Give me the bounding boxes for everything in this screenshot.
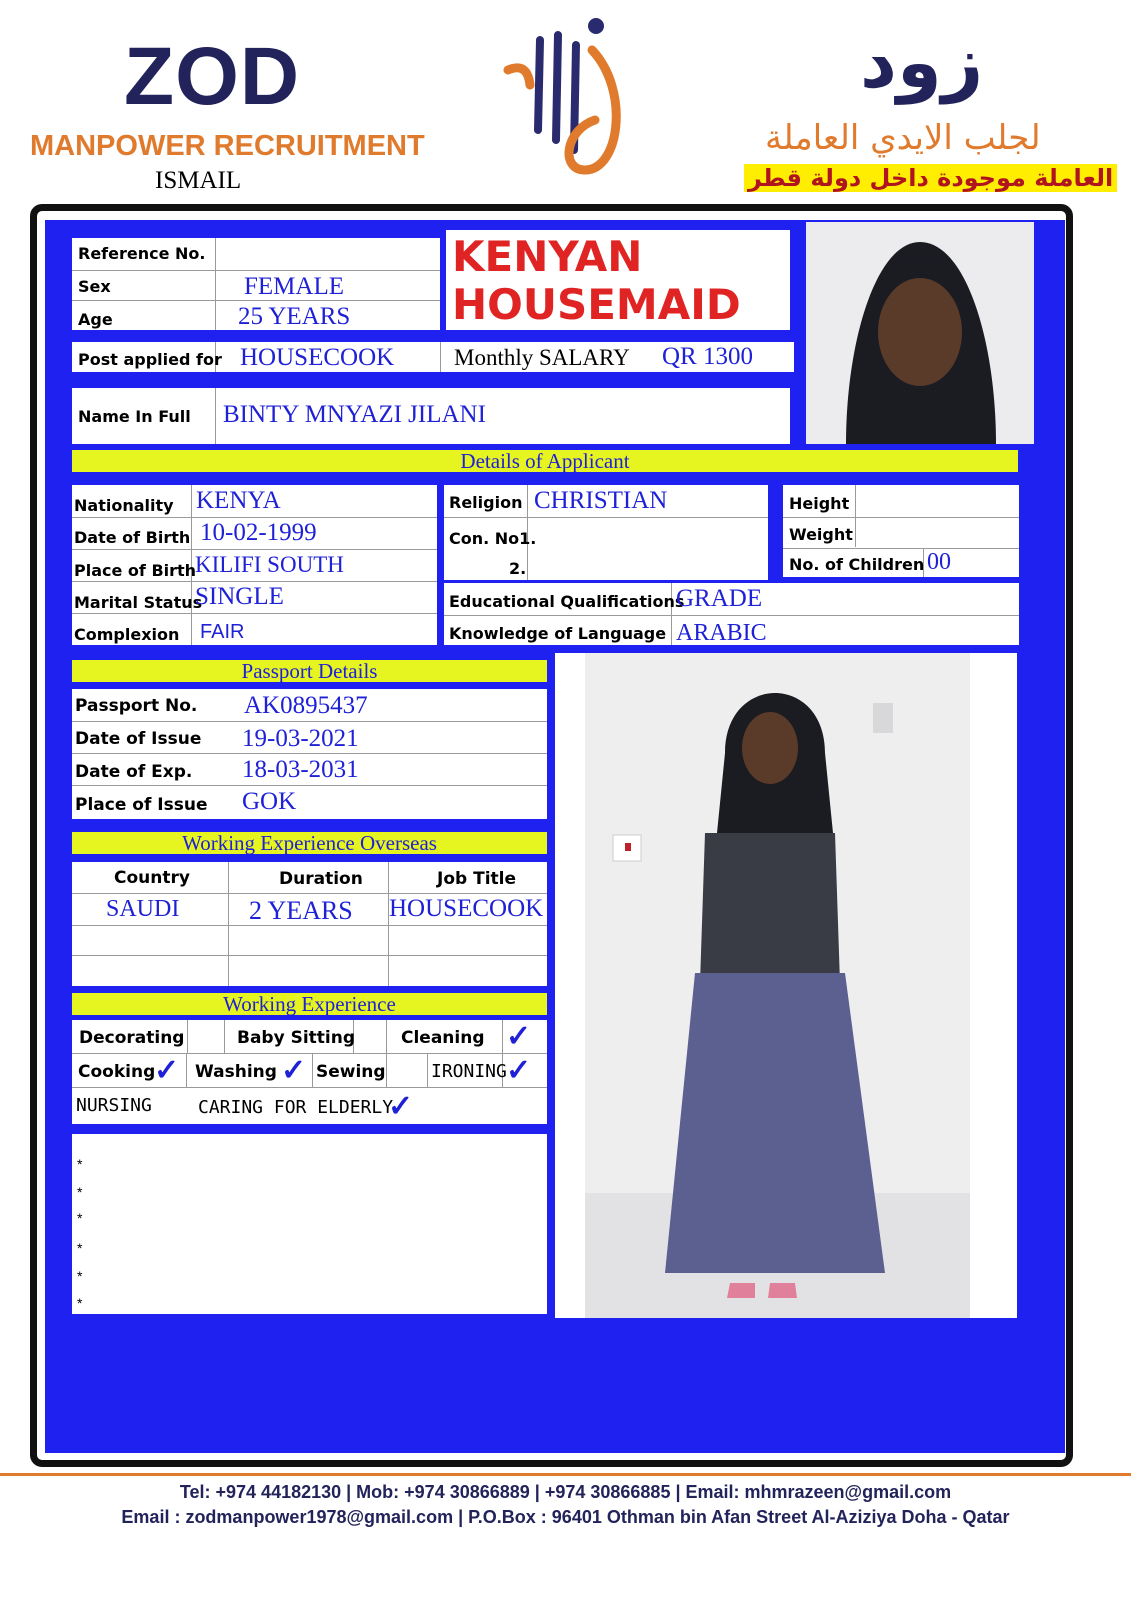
overseas-country: SAUDI [106, 896, 180, 922]
skill-washing: Washing [195, 1062, 277, 1082]
con2-label: 2. [509, 559, 527, 578]
col-duration: Duration [279, 869, 363, 889]
dob-label: Date of Birth [74, 528, 191, 547]
education-label: Educational Qualifications [449, 592, 685, 611]
agent-name: ISMAIL [155, 167, 242, 194]
age-label: Age [78, 310, 113, 329]
language-value: ARABIC [676, 620, 767, 646]
passport-no-value: AK0895437 [244, 692, 368, 719]
skill-sewing: Sewing [316, 1062, 386, 1082]
skill-cooking: Cooking [78, 1062, 156, 1082]
children-value: 00 [927, 549, 951, 575]
footer-line1: Tel: +974 44182130 | Mob: +974 30866889 | +974 30866885 | Email: mhmrazeen@gmail.com [179, 1482, 952, 1502]
title-line2: HOUSEMAID [452, 280, 741, 329]
overseas-duration: 2 YEARS [249, 896, 353, 925]
ironing-check-icon: ✓ [506, 1054, 532, 1087]
passport-no-label: Passport No. [75, 696, 198, 716]
language-label: Knowledge of Language [449, 624, 667, 643]
brand-subtitle: MANPOWER RECRUITMENT [30, 130, 425, 162]
religion-label: Religion [449, 493, 523, 512]
pob-value: KILIFI SOUTH [195, 552, 344, 577]
skill-baby-sitting: Baby Sitting [237, 1028, 356, 1048]
height-label: Height [789, 494, 850, 513]
notes-box [72, 1134, 547, 1314]
col-job-title: Job Title [437, 869, 516, 889]
skill-decorating: Decorating [79, 1028, 185, 1048]
note-bullet: * [77, 1156, 83, 1172]
full-body-photo [555, 653, 1017, 1318]
name-label: Name In Full [78, 407, 191, 426]
education-value: GRADE [676, 585, 763, 612]
religion-value: CHRISTIAN [534, 487, 668, 514]
weight-label: Weight [789, 525, 853, 544]
salary-value: QR 1300 [662, 343, 753, 370]
name-value: BINTY MNYAZI JILANI [223, 401, 486, 428]
skill-cleaning: Cleaning [401, 1028, 485, 1048]
footer-rule [0, 1473, 1131, 1476]
note-bullet: * [77, 1268, 83, 1284]
note-bullet: * [77, 1210, 83, 1226]
details-heading: Details of Applicant [72, 450, 1018, 472]
overseas-job: HOUSECOOK [389, 895, 544, 922]
washing-check-icon: ✓ [281, 1054, 307, 1087]
place-issue-value: GOK [242, 788, 297, 815]
exp-date-label: Date of Exp. [75, 762, 193, 782]
note-bullet: * [77, 1184, 83, 1200]
place-issue-label: Place of Issue [75, 795, 208, 815]
overseas-heading: Working Experience Overseas [72, 832, 547, 854]
children-label: No. of Children [789, 555, 925, 574]
arabic-tagline: لجلب الايدي العاملة [765, 118, 1041, 158]
pob-label: Place of Birth [74, 561, 197, 580]
portrait-photo [806, 222, 1034, 444]
note-bullet: * [77, 1240, 83, 1256]
post-label: Post applied for [78, 350, 222, 369]
complexion-label: Complexion [74, 625, 180, 644]
footer-line2: Email : zodmanpower1978@gmail.com | P.O.Box : 96401 Othman bin Afan Street Al-Aziziya Doha - Qatar [121, 1507, 1010, 1527]
arabic-brand: زود [860, 20, 984, 104]
sex-value: FEMALE [244, 273, 344, 300]
marital-value: SINGLE [195, 583, 284, 610]
arabic-notice: العاملة موجودة داخل دولة قطر [744, 164, 1117, 192]
con1-label: Con. No1. [449, 529, 537, 548]
dob-value: 10-02-1999 [200, 519, 317, 546]
caring-check-icon: ✓ [388, 1090, 414, 1123]
cooking-check-icon: ✓ [154, 1054, 180, 1087]
nationality-value: KENYA [196, 487, 281, 514]
skill-nursing: NURSING [76, 1095, 152, 1116]
passport-heading: Passport Details [72, 660, 547, 682]
skill-caring-elderly: CARING FOR ELDERLY [198, 1097, 394, 1118]
cleaning-check-icon: ✓ [506, 1020, 532, 1053]
skill-ironing: IRONING [431, 1061, 507, 1082]
issue-date-label: Date of Issue [75, 729, 202, 749]
exp-date-value: 18-03-2031 [242, 756, 359, 783]
nationality-label: Nationality [74, 496, 174, 515]
post-value: HOUSECOOK [240, 344, 395, 371]
sex-label: Sex [78, 277, 111, 296]
marital-label: Marital Status [74, 593, 203, 612]
salary-label: Monthly SALARY [454, 345, 630, 370]
issue-date-value: 19-03-2021 [242, 725, 359, 752]
company-logo [500, 10, 640, 185]
col-country: Country [114, 868, 190, 888]
title-line1: KENYAN [452, 232, 643, 281]
experience-heading: Working Experience [72, 993, 547, 1015]
note-bullet: * [77, 1295, 83, 1311]
brand-title: ZOD [124, 31, 301, 122]
age-value: 25 YEARS [238, 303, 351, 330]
reference-label: Reference No. [78, 244, 206, 263]
complexion-value: FAIR [200, 621, 245, 643]
